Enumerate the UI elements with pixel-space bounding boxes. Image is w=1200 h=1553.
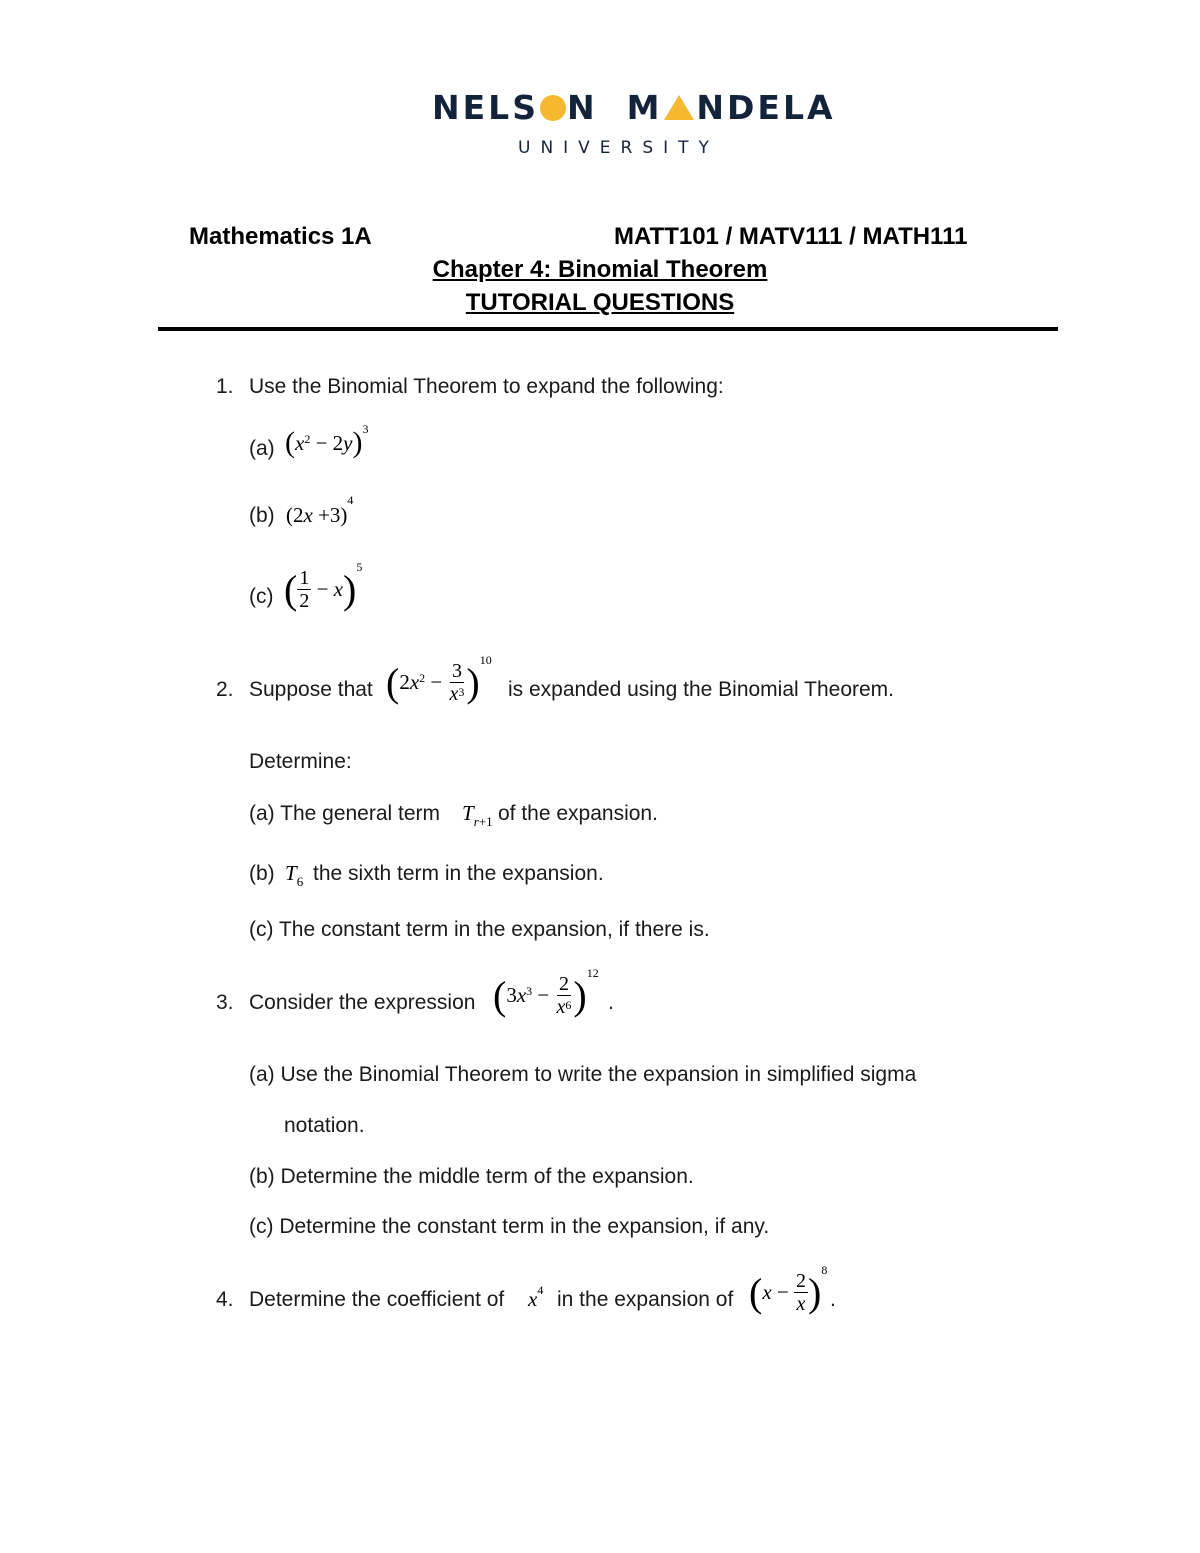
q3-expression: ( 3 x 3 − $\frac{2}{x^6}$ ) 12 (493, 966, 599, 1018)
q3c-text: (c) Determine the constant term in the expansion, if any. (249, 1215, 770, 1238)
divider (158, 327, 1058, 331)
q4-power: $x^4$ (528, 1283, 544, 1311)
university-logo (432, 88, 836, 127)
q3-number: 3. (216, 991, 234, 1014)
tutorial-heading: TUTORIAL QUESTIONS (465, 289, 735, 316)
course-title: Mathematics 1A (189, 223, 372, 250)
logo-text: NDELA (696, 88, 836, 127)
q1c-label: (c) (249, 585, 274, 608)
q4-text-after: . (830, 1288, 836, 1311)
q2a-text-after: of the expansion. (498, 802, 658, 825)
q4-text-mid: in the expansion of (557, 1288, 734, 1311)
q2b-term: $T_6$ (285, 861, 304, 889)
q4-expression: ( x − $\frac{2}{x}$ ) 8 (749, 1263, 828, 1315)
q3-text-before: Consider the expression (249, 991, 476, 1014)
logo-text: N (566, 88, 598, 127)
chapter-title: Chapter 4: Binomial Theorem (432, 256, 768, 283)
logo-text: M (626, 88, 663, 127)
q2-determine: Determine: (249, 750, 352, 773)
q3-text-after: . (608, 991, 614, 1014)
q3a-line2: notation. (284, 1114, 365, 1137)
q2a-text-before: (a) The general term (249, 802, 441, 825)
q1-text: Use the Binomial Theorem to expand the following: (249, 375, 724, 398)
q2c-text: (c) The constant term in the expansion, if there is. (249, 918, 710, 941)
q2b-text: the sixth term in the expansion. (313, 862, 604, 885)
q2-number: 2. (216, 678, 234, 701)
q1-number: 1. (216, 375, 234, 398)
q2b-label: (b) (249, 862, 275, 885)
q2-text-before: Suppose that (249, 678, 373, 701)
q4-number: 4. (216, 1288, 234, 1311)
q2-text-after: is expanded using the Binomial Theorem. (508, 678, 895, 701)
q1a-label: (a) (249, 437, 275, 460)
logo-subtitle: UNIVERSITY (518, 138, 719, 158)
q2-expression: ( 2 x 2 − $\frac{3}{x^3}$ ) 10 (386, 653, 492, 705)
q2a-term: $T_{r+1}$ (462, 801, 493, 829)
q1b-expression: $(2x +3)^4$ (286, 493, 354, 527)
logo-text: NELS (432, 88, 539, 127)
q3a-line1: (a) Use the Binomial Theorem to write the expansion in simplified sigma (249, 1063, 917, 1086)
logo-triangle-icon (664, 95, 694, 120)
q1a-expression: ( x 2 − 2 y ) 3 (285, 421, 369, 459)
q1c-expression: ( $\frac{1}{2}$ − x ) 5 (284, 560, 363, 612)
q3b-text: (b) Determine the middle term of the expansion. (249, 1165, 694, 1188)
q1b-label: (b) (249, 504, 275, 527)
course-codes: MATT101 / MATV111 / MATH111 (614, 223, 968, 250)
q4-text-before: Determine the coefficient of (249, 1288, 505, 1311)
logo-sun-icon (540, 95, 566, 121)
